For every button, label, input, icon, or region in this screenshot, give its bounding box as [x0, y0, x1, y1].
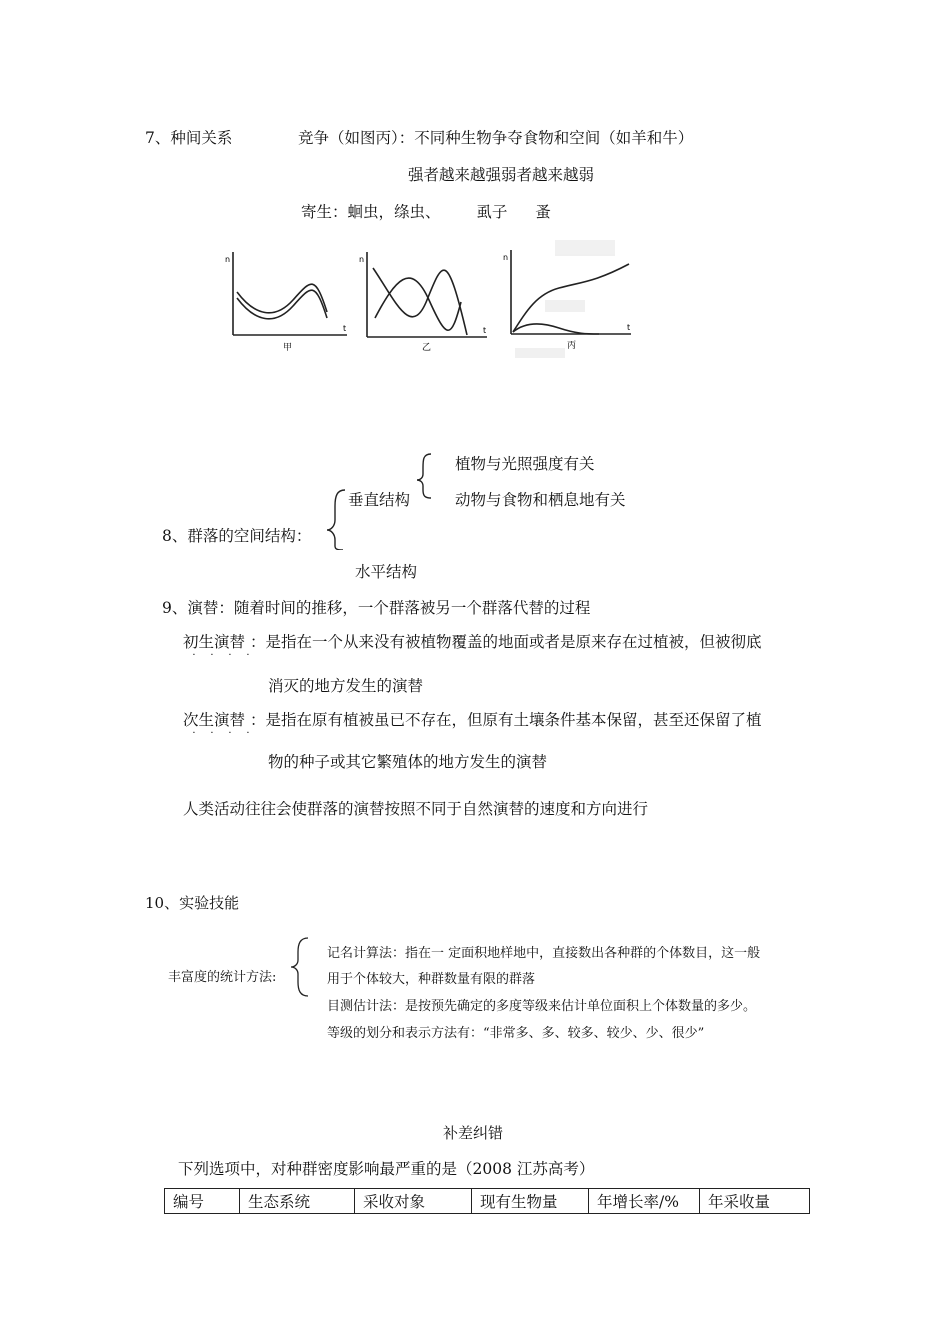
competition-text: 竞争（如图丙）：不同种生物争夺食物和空间（如羊和牛） [298, 129, 694, 147]
animals-food-text: 动物与食物和栖息地有关 [455, 491, 626, 509]
harvest-table [164, 1188, 810, 1214]
figure-c-x-label: t [627, 323, 631, 332]
section-10-heading: 10、实验技能 [145, 894, 240, 912]
human-activity-text: 人类活动往往会使群落的演替按照不同于自然演替的速度和方向进行 [183, 800, 649, 818]
review-question: 下列选项中，对种群密度影响最严重的是（2008 江苏高考） [178, 1160, 595, 1178]
figure-a-x-label: t [343, 324, 347, 333]
section-7-heading: 7、种间关系 [145, 129, 233, 147]
primary-succession-def: ：是指在一个从来没有被植物覆盖的地面或者是原来存在过植被，但被彻底 [249, 633, 762, 651]
parasitism-text [301, 200, 551, 222]
secondary-succession-line [183, 708, 762, 739]
figure-c-y-label: n [503, 253, 509, 262]
competition-note: 强者越来越强弱者越来越弱 [408, 166, 595, 184]
structure-braces [315, 450, 445, 550]
parasitism-main: 寄生：蛔虫，绦虫、 [301, 203, 441, 221]
plants-light-text: 植物与光照强度有关 [455, 455, 595, 473]
figure-b-x-label: t [483, 326, 487, 335]
table-header-cell: 年采收量 [700, 1189, 810, 1214]
table-header-cell: 年增长率/% [589, 1189, 700, 1214]
section-8-heading: 8、群落的空间结构： [162, 527, 312, 545]
figure-b [359, 252, 487, 353]
figure-b-caption: 乙 [422, 343, 432, 353]
method-line-2: 用于个体较大，种群数量有限的群落 [327, 972, 536, 987]
secondary-succession-def-2: 物的种子或其它繁殖体的地方发生的演替 [268, 753, 548, 771]
section-9-heading: 9、演替：随着时间的推移，一个群落被另一个群落代替的过程 [162, 599, 591, 617]
primary-succession-line [183, 630, 762, 661]
emphasis-dots: · · · · [192, 728, 250, 739]
method-line-3: 目测估计法：是按预先确定的多度等级来估计单位面积上个体数量的多少。 [327, 999, 757, 1014]
vertical-structure: 垂直结构 [348, 491, 411, 509]
vertical-brace [417, 454, 431, 498]
figure-a-caption: 甲 [283, 343, 293, 353]
horizontal-structure: 水平结构 [355, 563, 418, 581]
secondary-succession-def: ：是指在原有植被虽已不存在，但原有土壤条件基本保留，甚至还保留了植 [249, 711, 762, 729]
primary-succession-term: 初生演替 · · · · [183, 633, 250, 651]
method-line-4: 等级的划分和表示方法有：“非常多、多、较多、较少、少、很少” [327, 1026, 705, 1041]
secondary-succession-term: 次生演替 · · · · [183, 711, 250, 729]
figure-a-y-label: n [225, 255, 231, 264]
method-line-1: 记名计算法：指在一 定面积地样地中，直接数出各种群的个体数目，这一般 [327, 946, 761, 961]
table-header-cell: 生态系统 [240, 1189, 355, 1214]
emphasis-dots: · · · · [192, 650, 250, 661]
review-title: 补差纠错 [443, 1124, 504, 1142]
figure-b-y-label: n [359, 255, 365, 264]
space-structure-brace [327, 490, 345, 550]
parasitism-flea: 蚤 [535, 203, 551, 221]
primary-succession-def-2: 消灭的地方发生的演替 [268, 677, 424, 695]
table-header-row [165, 1189, 810, 1214]
table-header-cell: 现有生物量 [472, 1189, 589, 1214]
figure-a [225, 252, 347, 353]
richness-method-label: 丰富度的统计方法: [168, 970, 277, 985]
table-header-cell: 采收对象 [355, 1189, 472, 1214]
table-header-cell: 编号 [165, 1189, 240, 1214]
figure-c-caption: 丙 [567, 341, 577, 351]
interaction-figures [215, 240, 645, 360]
method-brace [284, 936, 314, 998]
watermark-mark [515, 240, 615, 358]
parasitism-lice: 虱子 [476, 203, 508, 221]
